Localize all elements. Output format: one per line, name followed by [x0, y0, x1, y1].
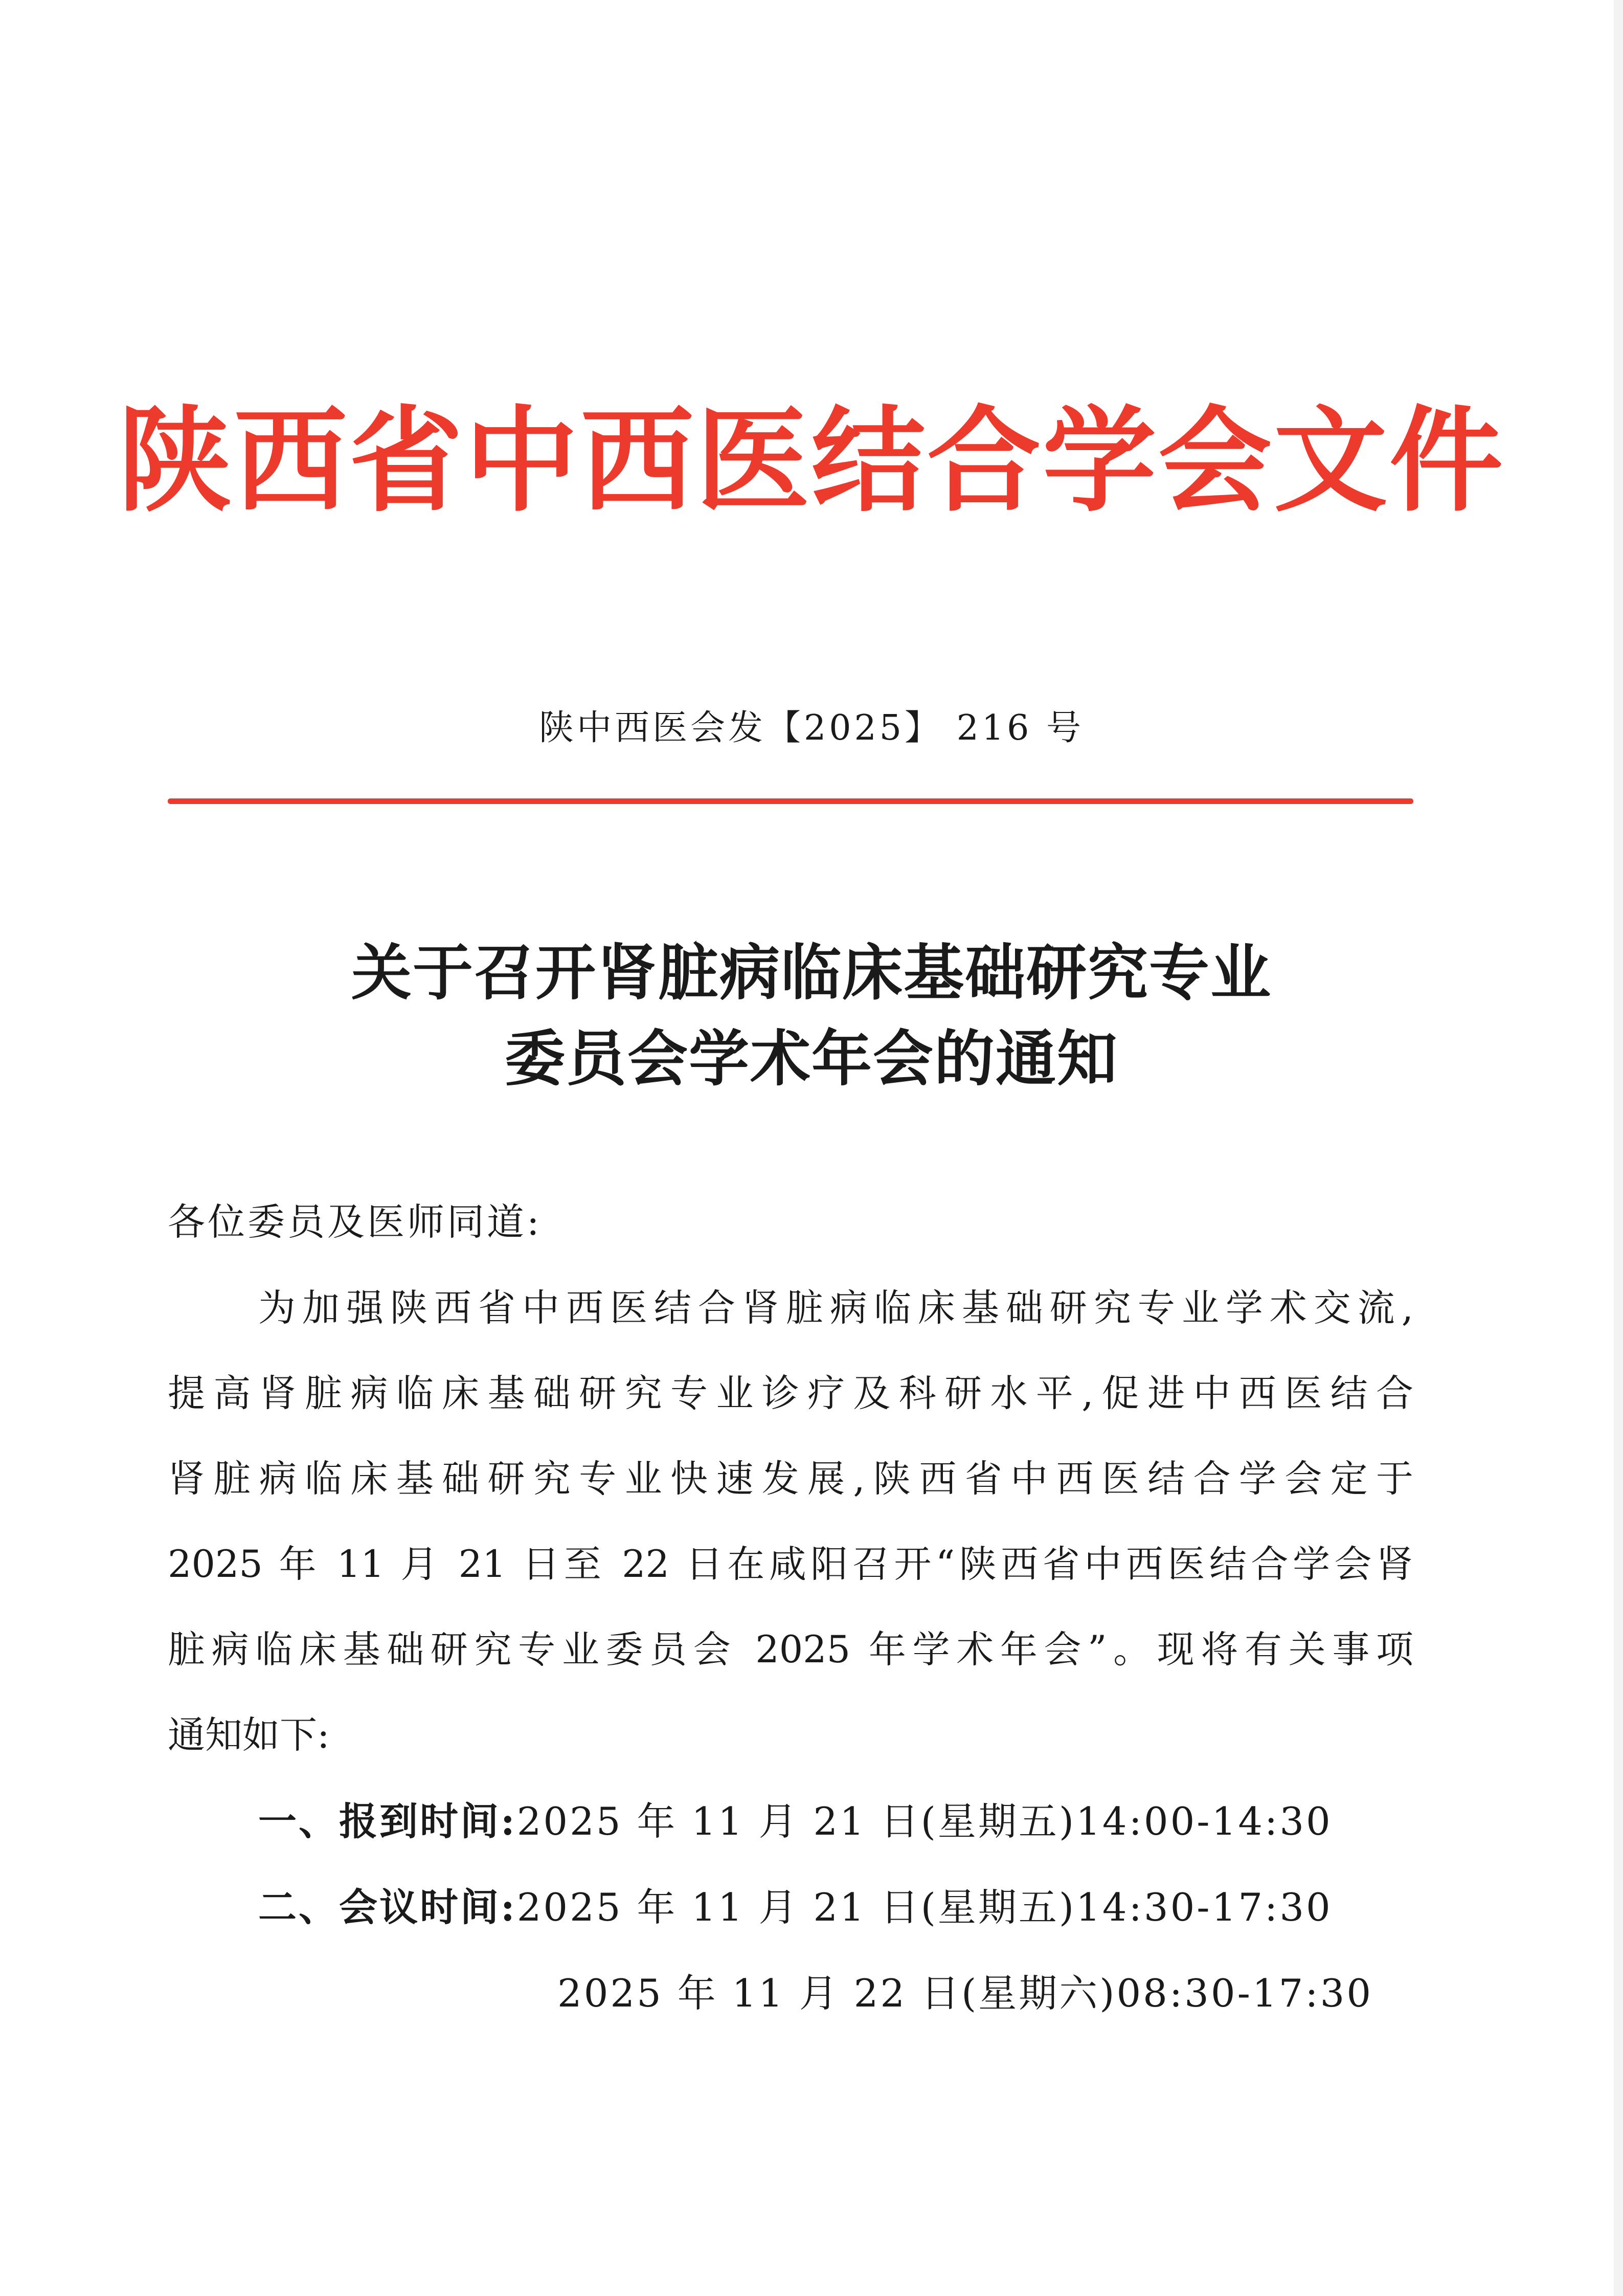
red-divider	[168, 798, 1413, 804]
salutation: 各位委员及医师同道:	[168, 1200, 542, 1244]
meeting-time-line-2	[557, 1971, 1373, 2016]
meeting-time-label: 二、会议时间:	[258, 1885, 517, 1930]
paragraph-line: 肾脏病临床基础研究专业快速发展,陕西省中西医结合学会定于	[168, 1457, 1413, 1501]
paragraph-line: 提高肾脏病临床基础研究专业诊疗及科研水平,促进中西医结合	[168, 1372, 1413, 1415]
checkin-time-label: 一、报到时间:	[258, 1799, 517, 1844]
notice-title-line-2: 委员会学术年会的通知	[504, 1022, 1118, 1094]
paragraph-line: 通知如下:	[168, 1713, 330, 1757]
document-number: 陕中西医会发【2025】 216 号	[538, 708, 1085, 748]
paragraph-line: 脏病临床基础研究专业委员会 2025 年学术年会”。现将有关事项	[168, 1628, 1413, 1671]
checkin-time-value: 2025 年 11 月 21 日(星期五)14:00-14:30	[516, 1799, 1333, 1844]
notice-title	[0, 930, 1623, 1101]
checkin-time-line	[258, 1799, 1333, 1844]
notice-title-line-1: 关于召开肾脏病临床基础研究专业	[351, 937, 1272, 1008]
meeting-time-value-2: 2025 年 11 月 22 日(星期六)08:30-17:30	[557, 1971, 1373, 2016]
meeting-time-line	[258, 1885, 1333, 1930]
paragraph-line: 2025 年 11 月 21 日至 22 日在咸阳召开“陕西省中西医结合学会肾	[168, 1543, 1413, 1586]
page-edge	[1614, 0, 1623, 2296]
masthead-title: 陕西省中西医结合学会文件	[118, 394, 1505, 527]
meeting-time-value-1: 2025 年 11 月 21 日(星期五)14:30-17:30	[516, 1885, 1333, 1930]
paragraph-line: 为加强陕西省中西医结合肾脏病临床基础研究专业学术交流,	[258, 1286, 1413, 1330]
